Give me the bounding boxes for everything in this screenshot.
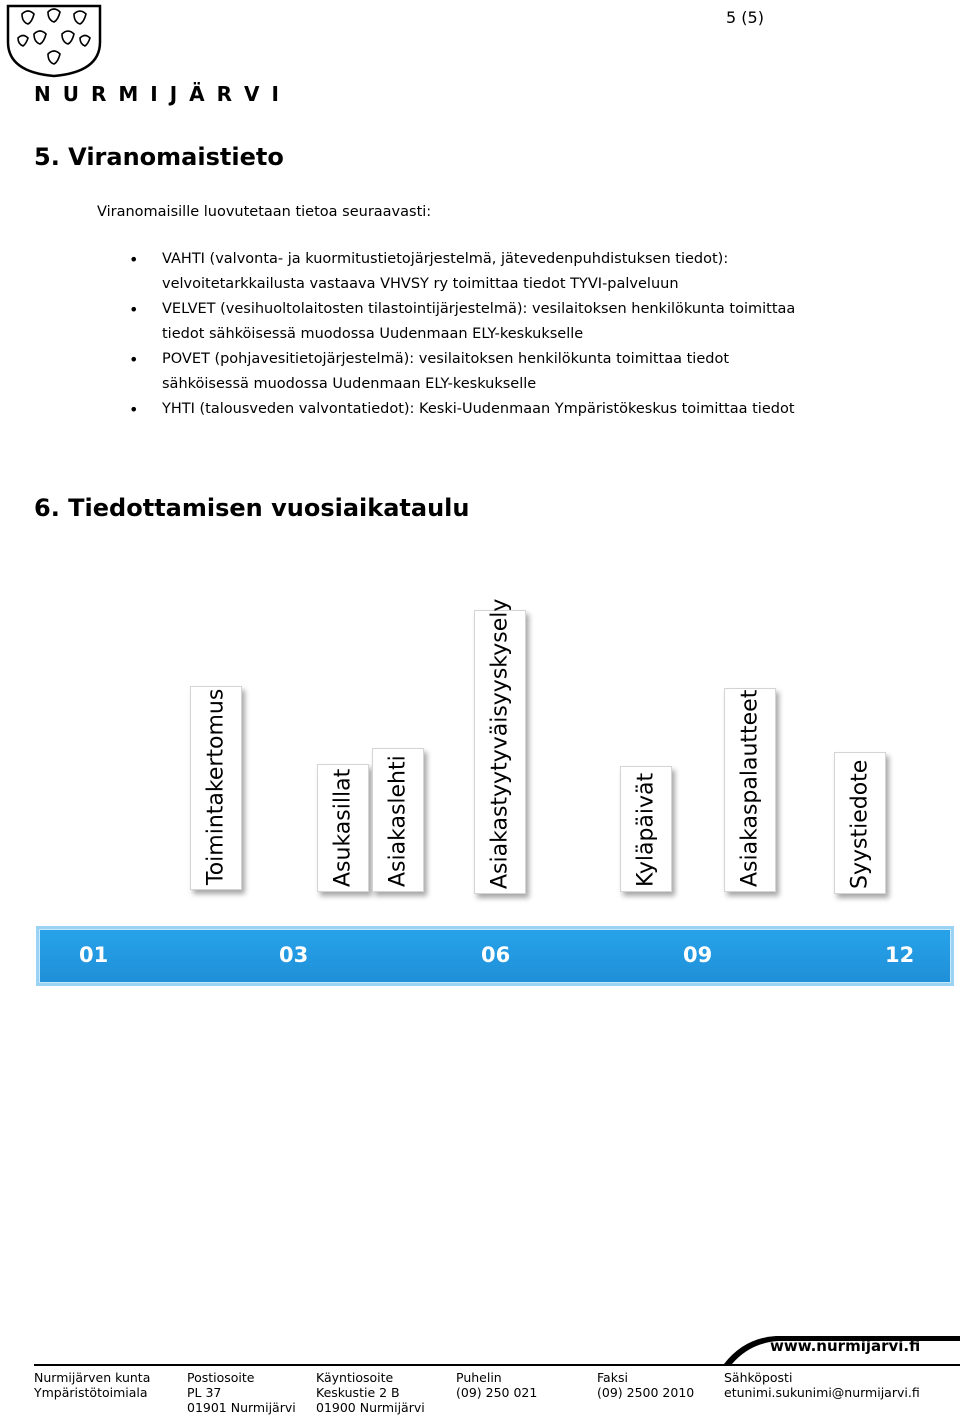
timeline-activity-box — [724, 688, 776, 892]
list-item — [162, 397, 922, 422]
list-item — [162, 247, 922, 297]
timeline-activity-label: Syystiedote — [847, 759, 873, 889]
section-5-intro: Viranomaisille luovutetaan tietoa seuraavasti: — [97, 204, 432, 220]
footer-text: Faksi — [597, 1370, 628, 1385]
footer-column-phone — [456, 1370, 537, 1400]
list-item — [162, 347, 922, 397]
timeline-activity-label: Kyläpäivät — [633, 772, 659, 887]
timeline-activity-label: Asiakaspalautteet — [737, 689, 763, 887]
list-item-line: • POVET (pohjavesitietojärjestelmä): vesilaitoksen henkilökunta toimittaa tiedot — [162, 351, 730, 367]
timeline-month-label: 01 — [79, 943, 109, 967]
footer-text: (09) 250 021 — [456, 1385, 538, 1400]
timeline-month-label: 12 — [885, 943, 915, 967]
timeline-activity-box — [317, 764, 369, 892]
timeline-activity-box — [474, 598, 526, 894]
timeline-activity-box — [372, 748, 424, 892]
footer-text: Puhelin — [456, 1370, 502, 1385]
footer-column-fax — [597, 1370, 694, 1400]
bullet-list — [162, 247, 922, 422]
list-item-line: sähköisessä muodossa Uudenmaan ELY-keskukselle — [162, 376, 537, 392]
footer-text: Keskustie 2 B — [316, 1385, 400, 1400]
footer-text: 01900 Nurmijärvi — [316, 1400, 425, 1415]
timeline-activity-label: Asukasillat — [330, 768, 356, 887]
timeline-activity-box — [190, 686, 242, 890]
footer-text: PL 37 — [187, 1385, 222, 1400]
logo-wordmark: NURMIJÄRVI — [34, 82, 291, 106]
timeline-month-label: 09 — [683, 943, 713, 967]
timeline-activity-label: Toimintakertomus — [203, 688, 229, 885]
list-item — [162, 297, 922, 347]
timeline-month-bar — [36, 926, 954, 986]
footer-divider — [34, 1364, 960, 1366]
municipal-coat-of-arms-logo — [4, 2, 104, 78]
timeline-month-label: 03 — [279, 943, 309, 967]
list-item-line: velvoitetarkkailusta vastaava VHVSY ry toimittaa tiedot TYVI-palveluun — [162, 276, 679, 292]
timeline-activity-box — [834, 752, 886, 894]
footer-text[interactable]: etunimi.sukunimi@nurmijarvi.fi — [724, 1385, 920, 1400]
footer-text: Käyntiosoite — [316, 1370, 394, 1385]
footer-url[interactable]: www.nurmijarvi.fi — [770, 1337, 921, 1355]
timeline-activity-box — [620, 766, 672, 892]
section-5-heading: 5. Viranomaistieto — [34, 143, 284, 171]
footer-text: Ympäristötoimiala — [34, 1385, 148, 1400]
section-6-heading: 6. Tiedottamisen vuosiaikataulu — [34, 494, 470, 522]
footer-text: Nurmijärven kunta — [34, 1370, 151, 1385]
footer-column-postal-address — [187, 1370, 296, 1415]
footer-column-email — [724, 1370, 920, 1400]
timeline-month-label: 06 — [481, 943, 511, 967]
footer-text: Postiosoite — [187, 1370, 255, 1385]
footer-text: Sähköposti — [724, 1370, 793, 1385]
list-item-line: tiedot sähköisessä muodossa Uudenmaan ELY-keskukselle — [162, 326, 584, 342]
list-item-line: • VAHTI (valvonta- ja kuormitustietojärjestelmä, jätevedenpuhdistuksen tiedot): — [162, 251, 729, 267]
footer-column-organisation — [34, 1370, 150, 1400]
list-item-line: • VELVET (vesihuoltolaitosten tilastointijärjestelmä): vesilaitoksen henkilökunta toimittaa — [162, 301, 796, 317]
timeline-activity-label: Asiakastyytyväisyyskysely — [487, 598, 513, 889]
timeline-activity-label: Asiakaslehti — [385, 755, 411, 887]
list-item-line: • YHTI (talousveden valvontatiedot): Keski-Uudenmaan Ympäristökeskus toimittaa tiedot — [162, 401, 795, 417]
footer-text: 01901 Nurmijärvi — [187, 1400, 296, 1415]
footer-column-visiting-address — [316, 1370, 425, 1415]
footer-text: (09) 2500 2010 — [597, 1385, 695, 1400]
page-number: 5 (5) — [726, 8, 764, 27]
